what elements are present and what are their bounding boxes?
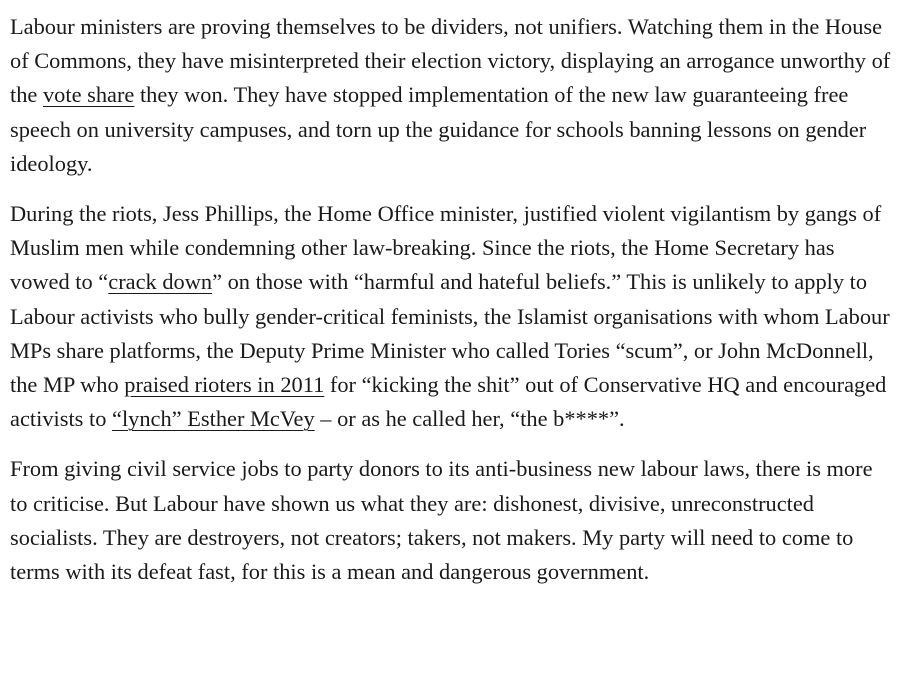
- paragraph-1: [10, 10, 892, 181]
- paragraph-2: [10, 197, 892, 436]
- text-segment: ” on those with “harmful and hateful beliefs.” This is unlikely to apply to Labour activists who bully gender-critical feminists, the Islamist organisations with whom Labour MPs share platforms, the Deputy Prime Minister who called Tories “scum”, or John McDonnell, the MP who: [10, 269, 890, 398]
- link-lynch-esther-mcvey[interactable]: “lynch” Esther McVey: [112, 406, 315, 432]
- text-segment: Labour ministers are proving themselves to be dividers, not unifiers. Watching them in the House of Commons, they have misinterpreted their election victory, displaying an arrogance unworthy of the: [10, 14, 891, 108]
- text-segment: From giving civil service jobs to party donors to its anti-business new labour laws, there is more to criticise. But Labour have shown us what they are: dishonest, divisive, unreconstructed socialists. They are destroyers, not creators; takers, not makers. My party will need to come to terms with its defeat fast, for this is a mean and dangerous government.: [10, 456, 873, 585]
- text-segment: – or as he called her, “the b****”.: [314, 406, 625, 432]
- link-crack-down[interactable]: crack down: [108, 269, 213, 295]
- text-segment: for “kicking the shit” out of Conservative HQ and encouraged activists to: [10, 372, 887, 432]
- paragraph-3: [10, 452, 892, 589]
- link-vote-share[interactable]: vote share: [42, 82, 135, 108]
- link-praised-rioters[interactable]: praised rioters in 2011: [124, 372, 325, 398]
- text-segment: During the riots, Jess Phillips, the Home Office minister, justified violent vigilantism by gangs of Muslim men while condemning other law-breaking. Since the riots, the Home Secretary has vowed to “: [10, 201, 882, 295]
- text-segment: they won. They have stopped implementation of the new law guaranteeing free speech on university campuses, and torn up the guidance for schools banning lessons on gender ideology.: [10, 82, 867, 176]
